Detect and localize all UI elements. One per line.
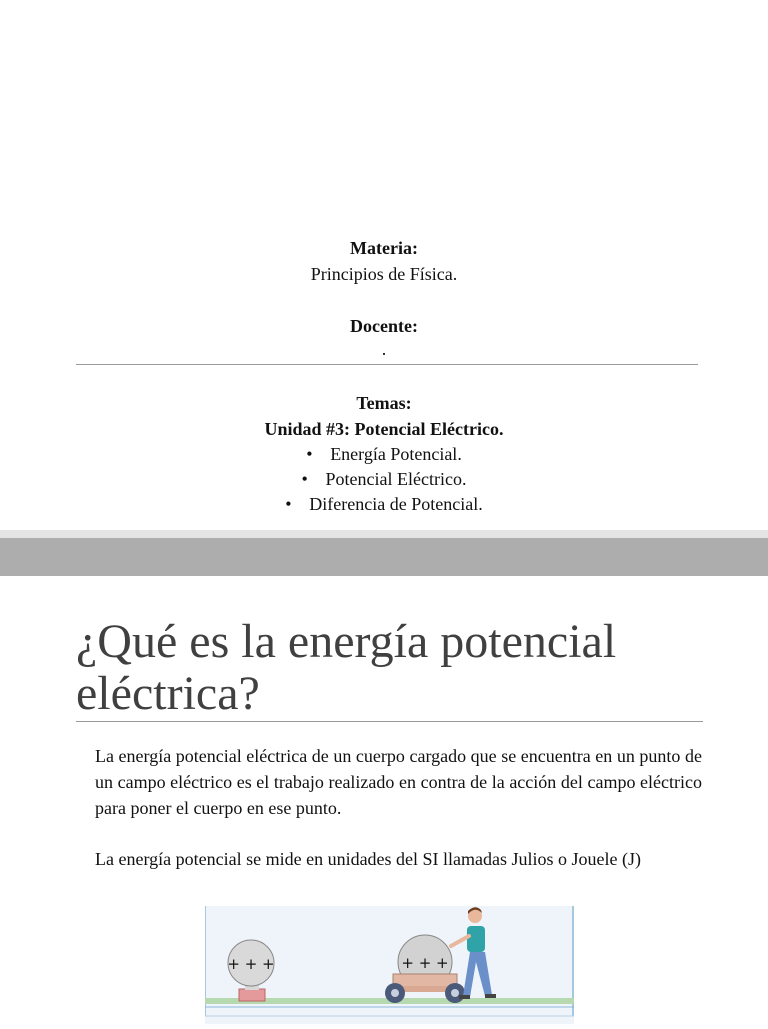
subject-block: [0, 235, 768, 287]
definition-paragraph: La energía potencial eléctrica de un cuerpo cargado que se encuentra en un punto de un campo eléctrico es el trabajo realizado en contra de la acción del campo eléctrico para poner el cuerpo en ese punto.: [95, 746, 702, 818]
topics-block: [0, 390, 768, 517]
energy-illustration: [205, 906, 574, 1024]
slide-gap-light: [0, 530, 768, 538]
teacher-label: Docente:: [350, 316, 418, 336]
teacher-block: [0, 313, 768, 359]
bullet-icon: •: [285, 494, 292, 514]
slide-separator: [0, 538, 768, 576]
teacher-value: .: [381, 339, 387, 359]
bullet-icon: •: [301, 469, 308, 489]
title-underline: [76, 721, 703, 722]
topics-list: [0, 442, 768, 517]
list-item: • Diferencia de Potencial.: [0, 492, 768, 517]
svg-text:+ + +: + + +: [401, 954, 449, 972]
charged-sphere-on-stand-icon: [227, 940, 274, 1001]
content-slide: [0, 576, 768, 1024]
bullet-icon: •: [306, 444, 313, 464]
illustration-svg: [205, 906, 574, 1024]
subject-label: Materia:: [350, 238, 418, 258]
divider-line: [76, 364, 698, 365]
subject-value: Principios de Física.: [310, 264, 458, 284]
list-item: • Potencial Eléctrico.: [0, 467, 768, 492]
topics-label: Temas:: [356, 393, 412, 413]
slide-title: ¿Qué es la energía potencial eléctrica?: [76, 615, 617, 720]
unit-paragraph: La energía potencial se mide en unidades del SI llamadas Julios o Jouele (J): [95, 849, 642, 869]
unit-title: Unidad #3: Potencial Eléctrico.: [264, 419, 504, 439]
list-item: • Energía Potencial.: [0, 442, 768, 467]
svg-text:+ + +: + + +: [227, 955, 275, 973]
